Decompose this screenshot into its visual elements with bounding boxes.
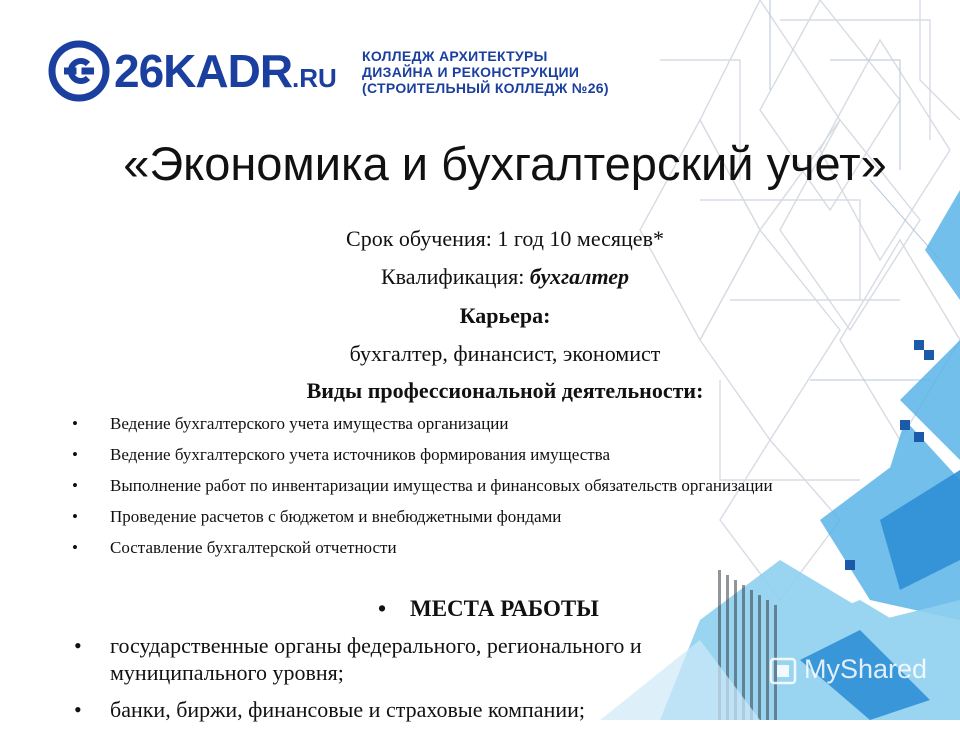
list-item — [72, 538, 832, 557]
activity-text: Выполнение работ по инвентаризации имущества и финансовых обязательств организации — [110, 476, 773, 495]
activity-text: Проведение расчетов с бюджетом и внебюджетными фондами — [110, 507, 562, 526]
list-item — [72, 445, 832, 464]
list-item — [72, 696, 792, 723]
qualification-value: бухгалтер — [529, 264, 630, 289]
activity-text: Составление бухгалтерской отчетности — [110, 538, 397, 557]
activity-text: Ведение бухгалтерского учета имущества организации — [110, 414, 509, 433]
list-item — [72, 476, 832, 495]
activities-list — [72, 414, 832, 569]
career-heading: Карьера: — [459, 303, 551, 328]
bullet-icon: • — [72, 414, 78, 433]
bullet-icon: • — [72, 445, 78, 464]
workplace-text: банки, биржи, финансовые и страховые компании; — [110, 697, 585, 722]
logo-brand-main: 26KADR — [114, 45, 293, 97]
bullet-icon: • — [72, 538, 78, 557]
college-logo[interactable] — [44, 38, 624, 106]
logo-college-line: ДИЗАЙНА И РЕКОНСТРУКЦИИ — [362, 64, 580, 80]
list-item — [72, 414, 832, 433]
bullet-icon: • — [72, 507, 78, 526]
bullet-icon: • — [72, 476, 78, 495]
logo-brand — [114, 44, 337, 105]
workplaces-heading-text: МЕСТА РАБОТЫ — [410, 596, 599, 621]
list-item — [72, 507, 832, 526]
logo-college-line: (СТРОИТЕЛЬНЫЙ КОЛЛЕДЖ №26) — [362, 80, 609, 96]
career-list: бухгалтер, финансист, экономист — [349, 341, 661, 366]
logo-emblem-icon — [48, 40, 110, 102]
myshared-logo-icon — [768, 656, 798, 686]
workplaces-heading — [378, 596, 599, 622]
workplace-text: государственные органы федерального, регионального и муниципального уровня; — [110, 633, 642, 685]
bullet-icon: • — [378, 596, 387, 621]
qualification-label: Квалификация: — [380, 264, 530, 289]
bullet-icon: • — [74, 633, 82, 658]
activities-heading: Виды профессиональной деятельности: — [306, 378, 704, 403]
activity-text: Ведение бухгалтерского учета источников формирования имущества — [110, 445, 611, 464]
list-item — [72, 632, 792, 686]
qualification — [0, 264, 960, 290]
workplaces-list — [72, 632, 792, 733]
study-duration: Срок обучения: 1 год 10 месяцев* — [346, 226, 664, 251]
logo-college-line: КОЛЛЕДЖ АРХИТЕКТУРЫ — [362, 48, 548, 64]
logo-college-name — [362, 48, 609, 96]
logo-brand-suffix: .RU — [292, 63, 337, 93]
bullet-icon: • — [74, 697, 82, 722]
watermark-text: MyShared — [804, 654, 928, 684]
watermark — [768, 654, 927, 694]
page-title: «Экономика и бухгалтерский учет» — [123, 137, 887, 190]
